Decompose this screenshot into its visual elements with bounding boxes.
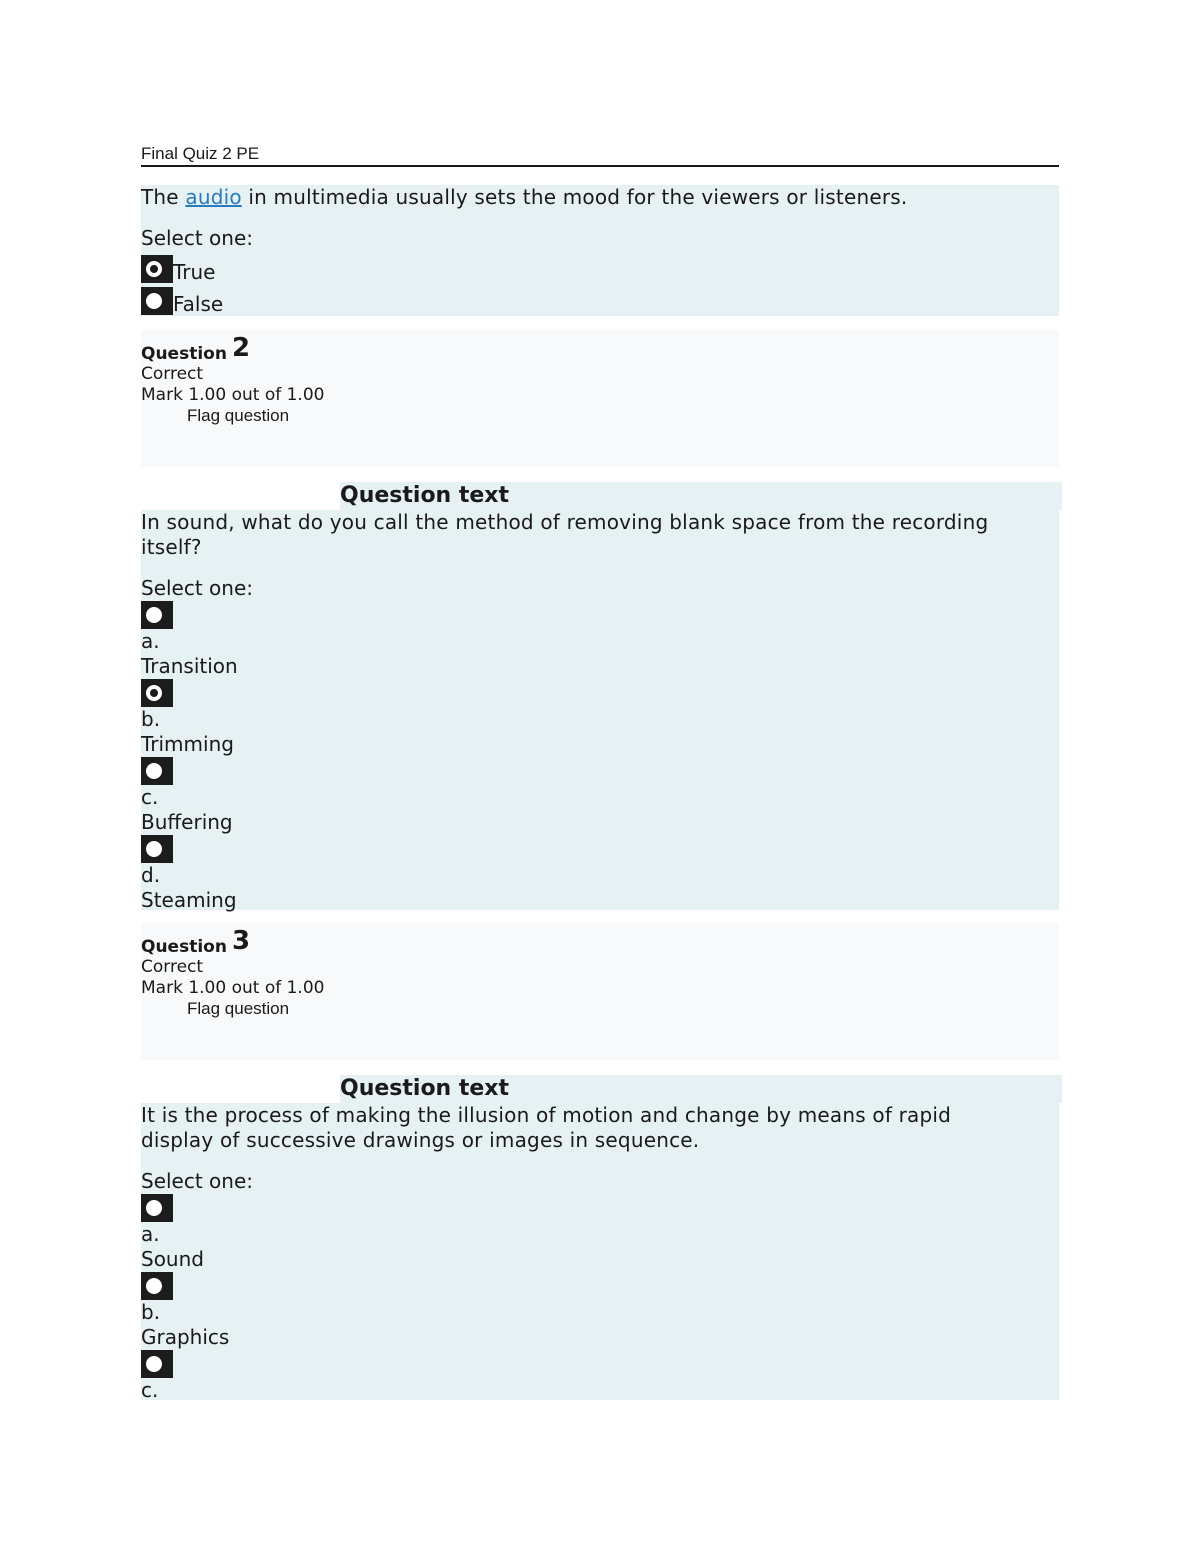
option-label: Sound xyxy=(141,1247,204,1271)
option-d[interactable] xyxy=(141,835,1059,913)
page-header xyxy=(141,144,1059,167)
option-label: Buffering xyxy=(141,810,233,834)
radio-dot-icon xyxy=(146,1200,162,1216)
radio-dot-icon xyxy=(146,1356,162,1372)
option-label: Steaming xyxy=(141,888,237,912)
radio-dot-icon xyxy=(146,763,162,779)
question-2-heading: Question 2 xyxy=(141,333,251,364)
option-true[interactable] xyxy=(141,251,1059,283)
radio-a[interactable] xyxy=(141,601,173,629)
radio-dot-icon xyxy=(146,293,162,309)
select-one-prompt: Select one: xyxy=(141,1169,254,1193)
option-b[interactable] xyxy=(141,1272,1059,1350)
option-b[interactable] xyxy=(141,679,1059,757)
question-2-block xyxy=(141,510,1059,910)
flag-question-link[interactable]: Flag question xyxy=(187,999,290,1018)
radio-b[interactable] xyxy=(141,679,173,707)
question-3-info xyxy=(141,923,1059,1060)
option-label: True xyxy=(173,260,216,284)
radio-dot-icon xyxy=(146,685,162,701)
option-label: Trimming xyxy=(141,732,234,756)
question-3-text: It is the process of making the illusion of motion and change by means of rapid display of successive drawings or images in sequence. xyxy=(141,1103,952,1152)
radio-dot-icon xyxy=(146,1278,162,1294)
question-2-mark: Mark 1.00 out of 1.00 xyxy=(141,385,325,405)
option-label: Graphics xyxy=(141,1325,230,1349)
option-letter: b. xyxy=(141,707,161,731)
option-false[interactable] xyxy=(141,283,1059,315)
option-label: Transition xyxy=(141,654,238,678)
question-3-text-title: Question text xyxy=(340,1075,1062,1103)
flag-question-link[interactable]: Flag question xyxy=(187,406,290,425)
radio-false[interactable] xyxy=(141,287,173,315)
page-title: Final Quiz 2 PE xyxy=(141,144,260,163)
select-one-prompt: Select one: xyxy=(141,226,254,250)
option-letter: c. xyxy=(141,785,159,809)
radio-dot-icon xyxy=(146,841,162,857)
option-letter: a. xyxy=(141,629,160,653)
option-letter: c. xyxy=(141,1378,159,1402)
question-2-status: Correct xyxy=(141,364,204,384)
option-a[interactable] xyxy=(141,601,1059,679)
radio-c[interactable] xyxy=(141,1350,173,1378)
question-3-mark: Mark 1.00 out of 1.00 xyxy=(141,978,325,998)
question-2-text-title: Question text xyxy=(340,482,1062,510)
option-letter: a. xyxy=(141,1222,160,1246)
option-c[interactable] xyxy=(141,1350,1059,1403)
radio-b[interactable] xyxy=(141,1272,173,1300)
radio-c[interactable] xyxy=(141,757,173,785)
option-c[interactable] xyxy=(141,757,1059,835)
option-letter: d. xyxy=(141,863,161,887)
question-2-info xyxy=(141,330,1059,467)
radio-true[interactable] xyxy=(141,255,173,283)
question-1-block xyxy=(141,185,1059,316)
option-label: False xyxy=(173,292,224,316)
radio-dot-icon xyxy=(146,607,162,623)
radio-dot-icon xyxy=(146,261,162,277)
option-a[interactable] xyxy=(141,1194,1059,1272)
audio-link[interactable]: audio xyxy=(185,185,242,209)
radio-a[interactable] xyxy=(141,1194,173,1222)
select-one-prompt: Select one: xyxy=(141,576,254,600)
option-letter: b. xyxy=(141,1300,161,1324)
question-2-text: In sound, what do you call the method of removing blank space from the recording itself? xyxy=(141,510,989,559)
question-1-text: The audio in multimedia usually sets the mood for the viewers or listeners. xyxy=(141,185,908,209)
radio-d[interactable] xyxy=(141,835,173,863)
question-3-heading: Question 3 xyxy=(141,926,251,957)
question-3-status: Correct xyxy=(141,957,204,977)
question-3-block xyxy=(141,1103,1059,1400)
